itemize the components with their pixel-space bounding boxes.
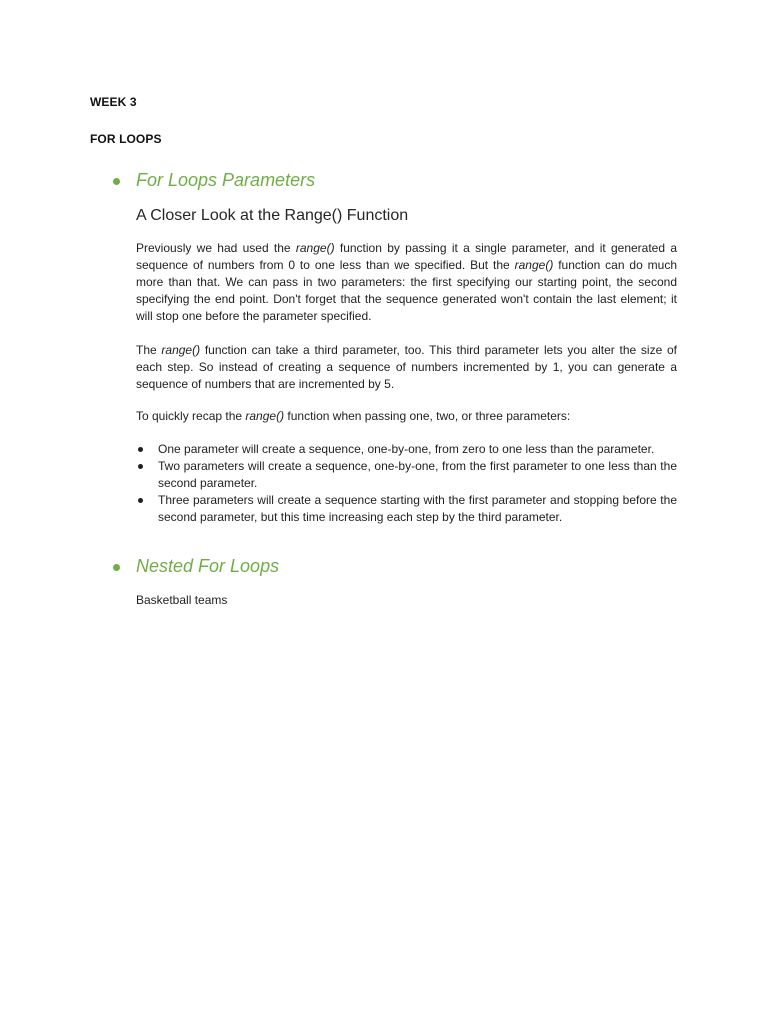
text-run: The	[136, 343, 162, 357]
section-heading-nested-for-loops	[113, 556, 279, 577]
topic-label: FOR LOOPS	[90, 132, 162, 146]
list-item	[136, 441, 677, 458]
range-function-subheading: A Closer Look at the Range() Function	[136, 207, 409, 224]
text-run: function can take a third parameter, too. This third parameter lets you alter the size of each step. So instead of creating a sequence of numbers incremented by 1, you can generate a sequence of numbers that are incremented by 5.	[136, 343, 677, 391]
paragraph-third-parameter	[136, 342, 677, 393]
list-item	[136, 458, 677, 492]
text-run: function when passing one, two, or three parameters:	[284, 409, 571, 423]
text-run: Previously we had used the	[136, 241, 296, 255]
week-label: WEEK 3	[90, 95, 137, 109]
bullet-icon	[138, 447, 143, 452]
text-run: function can do much more than that. We can pass in two parameters: the first specifying our starting point, the second specifying the end point. Don't forget that the sequence generated won't contain the last element; it will stop one before the parameter specified.	[136, 258, 677, 323]
list-item-text: Two parameters will create a sequence, one-by-one, from the first parameter to one less than the second parameter.	[158, 459, 677, 490]
nested-loops-note: Basketball teams	[136, 593, 228, 607]
code-term: range()	[295, 241, 335, 255]
code-term: range()	[161, 343, 201, 357]
list-item-text: One parameter will create a sequence, one-by-one, from zero to one less than the parameter.	[158, 442, 655, 456]
section-heading-text: Nested For Loops	[136, 556, 280, 576]
code-term: range()	[245, 409, 285, 423]
text-run: To quickly recap the	[136, 409, 246, 423]
list-item	[136, 492, 677, 526]
section-heading-for-loops-parameters	[113, 170, 315, 191]
recap-bullet-list	[136, 441, 677, 526]
bullet-icon	[113, 178, 120, 185]
paragraph-recap	[136, 408, 677, 425]
text-run: function by passing it a single parameter, and it generated a sequence of numbers from 0 to one less than we specified. But the	[136, 241, 677, 272]
section-heading-text: For Loops Parameters	[136, 170, 316, 190]
bullet-icon	[113, 564, 120, 571]
bullet-icon	[138, 498, 143, 503]
paragraph-range-intro	[136, 240, 677, 325]
list-item-text: Three parameters will create a sequence starting with the first parameter and stopping before the second parameter, but this time increasing each step by the third parameter.	[158, 493, 677, 524]
code-term: range()	[514, 258, 554, 272]
bullet-icon	[138, 464, 143, 469]
